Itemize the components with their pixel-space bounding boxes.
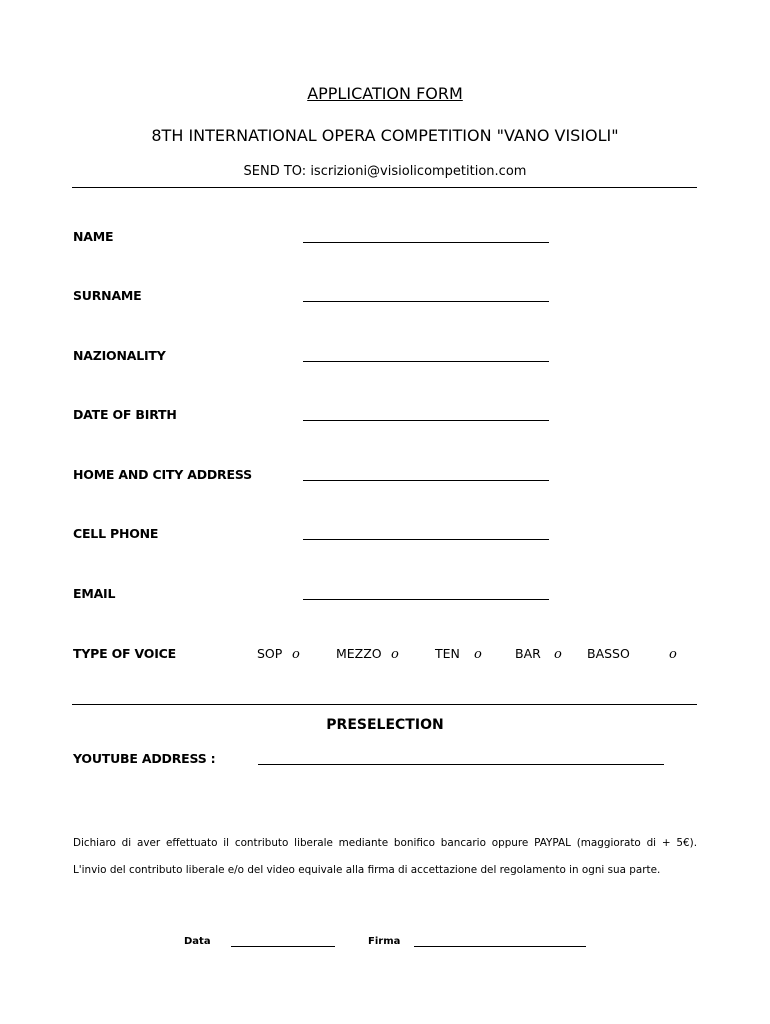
youtube-address-field[interactable] <box>258 764 664 765</box>
competition-title: 8TH INTERNATIONAL OPERA COMPETITION "VANO VISIOLI" <box>151 126 619 145</box>
date-field[interactable] <box>231 946 335 947</box>
send-to-text: SEND TO: iscrizioni@visiolicompetition.com <box>243 164 527 179</box>
email-label: EMAIL <box>73 586 116 601</box>
nationality-field[interactable] <box>303 361 549 362</box>
signature-label: Firma <box>368 936 401 947</box>
name-label: NAME <box>73 229 114 244</box>
voice-checkbox-ten[interactable]: o <box>474 647 482 662</box>
form-title-text: APPLICATION FORM <box>307 84 463 103</box>
date-of-birth-field[interactable] <box>303 420 549 421</box>
voice-checkbox-sop[interactable]: o <box>292 647 300 662</box>
signature-field[interactable] <box>414 946 586 947</box>
voice-option-mezzo: MEZZO <box>336 646 382 661</box>
form-title <box>0 84 770 103</box>
acceptance-paragraph: L'invio del contributo liberale e/o del video equivale alla firma di accettazione del regolamento in ogni sua parte. <box>73 864 661 876</box>
voice-checkbox-basso[interactable]: o <box>669 647 677 662</box>
youtube-label: YOUTUBE ADDRESS : <box>73 751 216 766</box>
nationality-label: NAZIONALITY <box>73 348 166 363</box>
header-divider <box>72 187 697 188</box>
surname-label: SURNAME <box>73 288 142 303</box>
date-of-birth-label: DATE OF BIRTH <box>73 407 177 422</box>
voice-option-sop: SOP <box>257 646 283 661</box>
address-field[interactable] <box>303 480 549 481</box>
cell-phone-label: CELL PHONE <box>73 526 159 541</box>
email-field[interactable] <box>303 599 549 600</box>
section-divider <box>72 704 697 705</box>
date-label: Data <box>184 936 211 947</box>
voice-type-label: TYPE OF VOICE <box>73 646 176 661</box>
voice-option-ten: TEN <box>435 646 460 661</box>
voice-option-basso: BASSO <box>587 646 630 661</box>
declaration-paragraph: Dichiaro di aver effettuato il contributo liberale mediante bonifico bancario oppure PAYPAL (maggiorato di + 5€). <box>73 837 697 849</box>
cell-phone-field[interactable] <box>303 539 549 540</box>
voice-checkbox-bar[interactable]: o <box>554 647 562 662</box>
surname-field[interactable] <box>303 301 549 302</box>
name-field[interactable] <box>303 242 549 243</box>
voice-option-bar: BAR <box>515 646 541 661</box>
address-label: HOME AND CITY ADDRESS <box>73 467 252 482</box>
preselection-heading: PRESELECTION <box>326 717 444 733</box>
voice-checkbox-mezzo[interactable]: o <box>391 647 399 662</box>
